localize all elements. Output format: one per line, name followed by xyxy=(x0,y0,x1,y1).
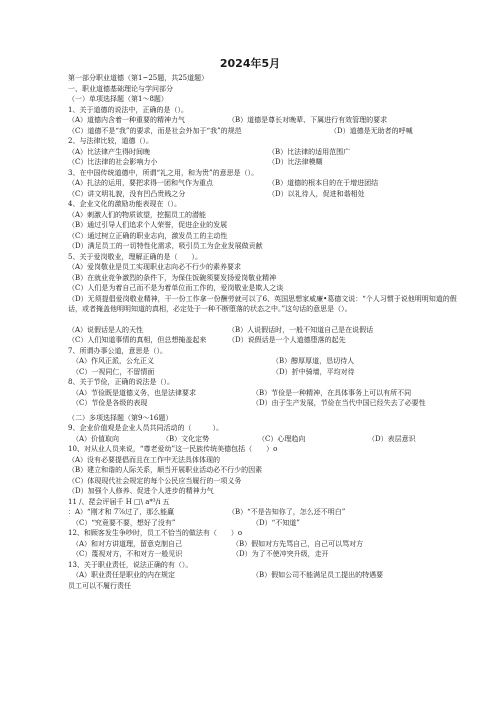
option: （D）说假话是一个人道德堕落的起先 xyxy=(228,336,346,344)
option: （B）建立和谐的人际关系，顺当开展职业活动必不行少的因素 xyxy=(68,466,263,474)
option: （A）说假话是人的天性 xyxy=(68,325,144,334)
option: （A）扎法的运用，要把求得一团和气作为重点 xyxy=(68,179,214,187)
section-heading: 一、职业道德基础理论与学问部分 xyxy=(68,84,173,93)
section-heading: （一）单项选择题（第1～8题） xyxy=(68,95,168,103)
option: （C）“究竟要不要，想好了没有” xyxy=(72,518,176,527)
option: （B）假如公司不能满足员工提出的特遇要 xyxy=(252,571,384,579)
option: （D）表层意识 xyxy=(368,434,416,443)
option: （C）讲文明礼貌，没有凹凸贵贱之分 xyxy=(68,189,186,198)
option-row xyxy=(68,434,470,445)
option: （D）折中骑墙，平均对待 xyxy=(272,367,355,376)
option-row xyxy=(68,549,470,560)
question-stem: 10、对从业人员来说，“尊老爱幼”这一民族传统美德包括（ ）o xyxy=(68,445,278,453)
option: （B）节俭是一种精神，在具体事务上可以有所不同 xyxy=(252,388,412,397)
option: （B）醇厚厚道，恳切待人 xyxy=(272,357,355,365)
option: （D）“不知道” xyxy=(252,518,300,527)
option: （C）人们知道事情的真相，但总想掩盖起来 xyxy=(68,336,207,344)
option: （D）以礼待人，促进和谐相处 xyxy=(268,189,365,198)
option: （B）人说假话时，一般不知道自己是在说假话 xyxy=(228,325,374,334)
option-row xyxy=(68,356,470,367)
option: （D）为了不使冲突升级，走开 xyxy=(232,550,329,558)
option: （C）道德不是“我”的要求，而是社会外加于“我”的规范 xyxy=(68,126,242,135)
option: （A）比法律产生得时间晚 xyxy=(68,147,151,156)
option-row xyxy=(68,189,470,200)
question-stem: 11 /、琵会评届千 H □\ a*³/i 五 xyxy=(68,497,170,506)
option-row xyxy=(68,325,470,336)
question-stem: 2、与法律比较，道德（）。 xyxy=(68,137,153,145)
document-body xyxy=(68,73,470,591)
option-continuation: 员工可以不履行责任 xyxy=(68,581,131,590)
option: （D）由于生产发展，节俭在当代中国已经失去了必要性 xyxy=(252,399,426,407)
question-stem: 7、所谓办事公道，意思是（）。 xyxy=(68,346,167,355)
question-stem: 1、关于道德的说法中，正确的是（）。 xyxy=(68,105,188,114)
option-row xyxy=(68,398,470,409)
option: （B）文化定势 xyxy=(162,434,210,443)
question-stem: 4、企业文化的激励功能表现在（）。 xyxy=(68,200,181,208)
option: （A）作风正派，公允正义 xyxy=(72,357,155,365)
option: （D）满足员工的一切特性化需求，吸引员工为企业发展做贡献 xyxy=(68,242,263,250)
option: （C）人们是为着自己而不是为着单位而工作的，爱岗敬业是欺人之谈 xyxy=(68,284,284,292)
option-row xyxy=(68,147,470,158)
option-row xyxy=(68,518,470,529)
question-stem: 8、关于节俭，正确的说法是（）。 xyxy=(68,378,174,386)
option: （B）道德是尊长对晚辈、下属进行有效管理的要求 xyxy=(228,116,388,124)
option: （B）道德的根本目的在于增进团结 xyxy=(268,179,379,187)
option-row xyxy=(68,367,470,378)
question-stem: 9、企业价值观是企业人员共同活动的（ ）。 xyxy=(68,424,223,432)
option-row xyxy=(68,126,470,137)
question-stem: 13、关于职业责任，说法正确的有（）。 xyxy=(68,560,193,569)
option: （B）在就业竞争激烈的条件下，为保住饭碗须要发扬爱岗敬业精神 xyxy=(68,273,277,282)
option: （A）价值取向 xyxy=(72,434,120,443)
question-stem: 5、关于爱岗敬业，理解正确的是（ ）。 xyxy=(68,252,202,261)
option: （C）节俭是各级的表现 xyxy=(72,399,148,407)
option-with-question xyxy=(68,294,470,325)
option-row xyxy=(68,388,470,399)
page-title: 2024年5月 xyxy=(219,57,281,70)
option: （D）加强个人修养、促进个人进步的精神力气 xyxy=(68,487,214,495)
option: （A）爱岗敬业是员工实现职业志向必不行少的素养要求 xyxy=(68,263,242,271)
option: （C）体现现代社会规定的每个公民应当履行的一项义务 xyxy=(68,476,242,485)
option-row xyxy=(68,539,470,550)
option: （C）蔑视对方，不和对方一般见识 xyxy=(72,550,183,558)
option: （D）无须提倡爱岗敬业精神，干一份工作拿一份酬劳就可以了 xyxy=(68,294,263,303)
option: （A）职业责任是职业的内在规定 xyxy=(72,571,176,579)
option: （D）比法律模糊 xyxy=(268,158,323,166)
option: （A）道德内含着一种重要的精神力气 xyxy=(68,116,186,124)
question-stem: 3、在中国传统道德中，所谓“礼之用，和为贵”的意思是（）。 xyxy=(68,168,259,177)
option-row xyxy=(68,570,470,581)
option: ：A）“刚才和 7⅞过了，那么能赢 xyxy=(68,508,175,516)
option: （A）节俭既是道德义务，也是法律要求 xyxy=(72,388,197,397)
option: （B）通过引导人们追求个人荣誉，促进企业的发展 xyxy=(68,221,228,229)
option: （C）通过树立正确的职业志向，激发员工的主动性 xyxy=(68,231,228,240)
section-heading: 第一部分职业道德（第1~25题，共25道题） xyxy=(68,74,209,82)
option-row xyxy=(68,178,470,189)
question-stem: 6、英国思想家威廉•葛德文说：“个人习惯于说他明明知道的假话，或者掩盖他明明知道的真相，必定处于一种不断堕落的状态之中。”这句话的意思是（）。 xyxy=(68,294,457,313)
option-row xyxy=(68,507,470,518)
option: （B）假如对方先骂自己，自己可以骂对方 xyxy=(232,539,364,548)
option: （C）一视同仁，不留情面 xyxy=(72,367,155,376)
option-row xyxy=(68,335,470,346)
option-row xyxy=(68,115,470,126)
section-heading: （二）多项选择题（第9～16题） xyxy=(68,413,173,422)
option: （C）比法律的社会影响力小 xyxy=(68,158,158,166)
question-stem: 12、和顾客发生争吵时，员工不恰当的做法有（ ）o xyxy=(68,529,243,537)
option: （C）心理趋向 xyxy=(258,434,306,443)
option: （A）没有必要提倡而且在工作中无法具体体现的 xyxy=(68,455,221,464)
option: （A）刺激人们的物质欲望，挖掘员工的潜能 xyxy=(68,210,207,219)
option: （B）比法律的适用范围广 xyxy=(268,147,351,156)
option-row xyxy=(68,157,470,168)
option: （A）和对方讲道理，留意克制自己 xyxy=(72,539,183,548)
option: （B）“不是告知你了，怎么还不明白” xyxy=(228,508,346,516)
option: （D）道德是无助者的呼喊 xyxy=(330,126,413,135)
